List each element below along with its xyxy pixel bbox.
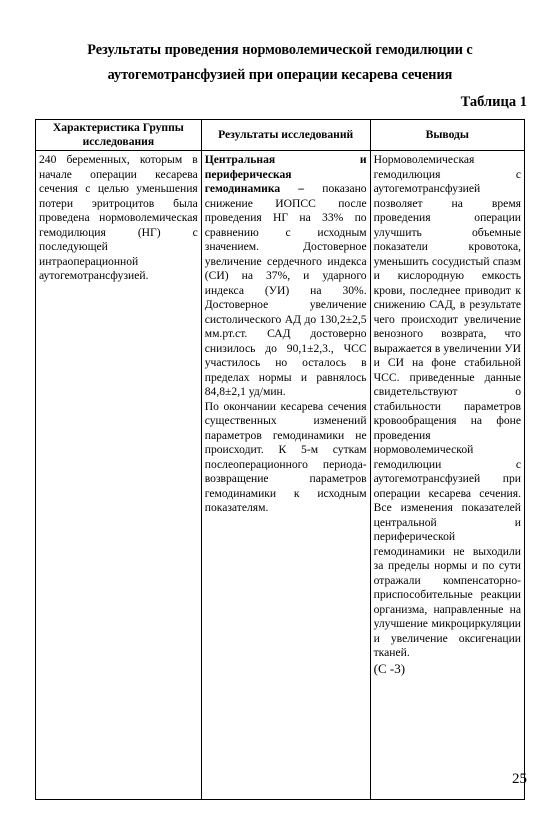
table-row — [36, 151, 525, 800]
conclusions-paragraph: Нормоволемическая гемодилюция с аутогемотрансфузией позволяет на время проведения операции улучшить объемные показатели кровотока, уменьшить сосудистый спазм и кислородную емкость крови, последнее приводит к снижению САД, в результате чего происходит увеличение венозного возврата, что выражается в увеличении УИ и СИ на фоне стабильной ЧСС. приведенные данные свидетельствуют о стабильности параметров кровообращения на фоне проведения нормоволемической гемодилюции с аутогемотрансфузией при операции кесарева сечения. Все изменения показателей центральной и периферической гемодинамики не выходили за пределы нормы и по сути отражали компенсаторно-приспособительные реакции организма, направленные на улучшение микроциркуляции и увеличение оксигенации тканей. — [373, 153, 521, 659]
document-title-line-1: Результаты проведения нормоволемической гемодилюции с — [87, 42, 473, 58]
page-number: 25 — [512, 771, 527, 787]
table-label: Таблица 1 — [460, 94, 527, 110]
column-header-conclusions: Выводы — [370, 120, 524, 151]
results-paragraph-2: По окончании кесарева сечения существенных изменений параметров гемодинамики не происходит. К 5-м суткам послеоперационного периода-возвращение параметров гемодинамики к исходным показателям. — [204, 399, 367, 514]
characteristic-text: 240 беременных, которым в начале операции кесарева сечения с целью уменьшения потери эритроцитов была проведена нормоволемическая гемодилюция (НГ) с последующей интраоперационной аутогемотрансфузией. — [39, 153, 198, 282]
evidence-level-reference: (С -3) — [373, 660, 406, 676]
document-title-line-2: аутогемотрансфузией при операции кесарева сечения — [107, 67, 453, 83]
cell-results — [201, 151, 370, 800]
table-header-row — [36, 120, 525, 151]
cell-characteristic — [36, 151, 202, 800]
results-table — [35, 119, 525, 800]
cell-conclusions — [370, 151, 524, 800]
column-header-results: Результаты исследований — [201, 120, 370, 151]
column-header-characteristic: Характеристика Группы исследования — [36, 120, 202, 151]
results-paragraph-1: показано снижение ИОПСС после проведения НГ на 33% по сравнению с исходным значением. Достоверное увеличение сердечного индекса (СИ) на 37%, и ударного индекса (УИ) на 30%. Достоверное увеличение систолического АД до 130,2±2,5 мм.рт.ст. САД достоверно снизилось до 90,1±2,3., ЧСС участилось но осталось в пределах нормы и равнялось 84,8±2,1 уд/мин. — [204, 182, 367, 398]
results-heading: Центральная и периферическая гемодинамика – — [204, 153, 367, 195]
